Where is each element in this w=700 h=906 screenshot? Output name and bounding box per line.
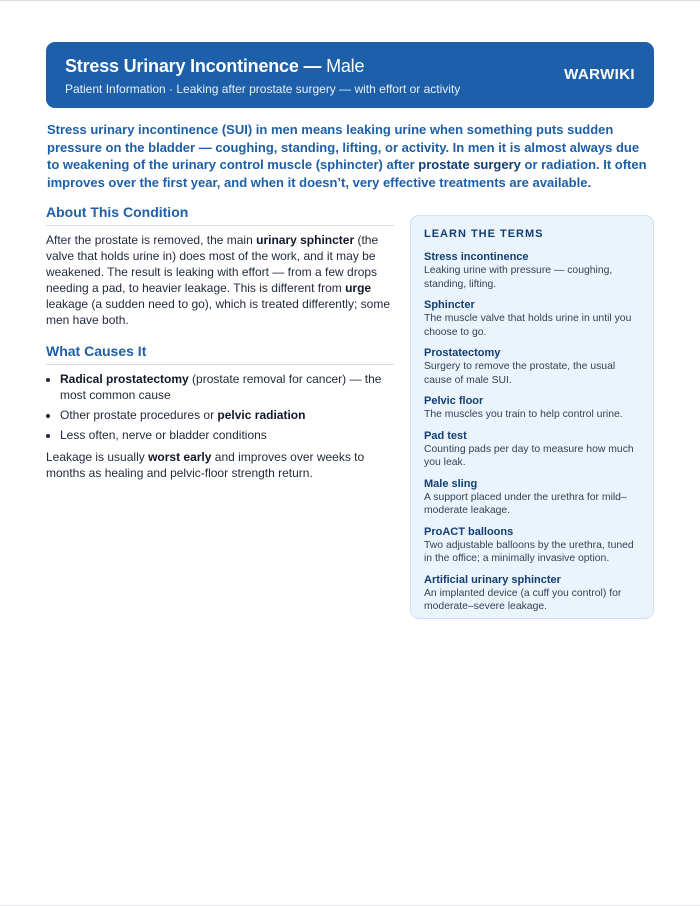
- intro-summary: [47, 121, 653, 191]
- about-text-1: After the prostate is removed, the main: [46, 233, 257, 247]
- term-definition: The muscle valve that holds urine in until you choose to go.: [424, 313, 632, 338]
- page-header: [46, 42, 654, 108]
- cause-bold: Radical prostatectomy: [60, 372, 189, 386]
- term-definition: An implanted device (a cuff you control) for moderate–severe leakage.: [424, 587, 622, 612]
- causes-list: [46, 371, 394, 443]
- glossary-item: [424, 477, 641, 518]
- term-definition: A support placed under the urethra for mild–moderate leakage.: [424, 491, 627, 516]
- section-title-causes: What Causes It: [46, 343, 394, 365]
- list-item: [60, 427, 394, 443]
- about-bold-2: urge: [345, 281, 372, 295]
- section-title-about: About This Condition: [46, 204, 394, 226]
- title-gender: Male: [321, 56, 365, 76]
- about-text-2: (the valve that holds urine in) does most of the work, and it may be weakened. The result is leaking with effort — from a few drops needing a pad, to heavier leakage. This is different from: [46, 233, 379, 295]
- title-main: Stress Urinary Incontinence —: [65, 56, 322, 76]
- main-content: [46, 204, 394, 481]
- glossary-item: [424, 346, 641, 387]
- term-name: Stress incontinence: [424, 251, 529, 263]
- about-paragraph: [46, 232, 394, 328]
- brand-logo: WARWIKI: [564, 66, 635, 83]
- about-text-3: leakage (a sudden need to go), which is treated differently; some men have both.: [46, 297, 390, 327]
- term-definition: Counting pads per day to measure how much you leak.: [424, 443, 634, 468]
- glossary-item: [424, 298, 641, 339]
- term-definition: The muscles you train to help control urine.: [424, 409, 623, 420]
- note-bold: worst early: [148, 450, 212, 464]
- term-definition: Two adjustable balloons by the urethra, tuned in the office; a minimally invasive option.: [424, 539, 634, 564]
- top-divider: [0, 0, 700, 1]
- intro-text-1: Stress urinary incontinence (SUI) in men means leaking urine when something puts sudden pressure on the bladder — coughing, standing, lifting, or activity. In men it is almost always due to weakening of the urinary control muscle (sphincter) after: [47, 122, 640, 172]
- glossary-item: [424, 525, 641, 566]
- glossary-panel: [410, 215, 654, 619]
- note-text-2: and improves over weeks to months as healing and pelvic-floor strength return.: [46, 450, 365, 480]
- intro-emphasis: prostate surgery: [418, 157, 521, 172]
- causes-note: [46, 449, 394, 481]
- list-item: [60, 371, 394, 403]
- cause-bold: pelvic radiation: [217, 408, 306, 422]
- term-definition: Surgery to remove the prostate, the usual cause of male SUI.: [424, 361, 616, 386]
- cause-text: Other prostate procedures or: [60, 408, 218, 422]
- glossary-item: [424, 573, 641, 614]
- intro-text-2: or radiation. It often improves over the first year, and when it doesn’t, very effective treatments are available.: [47, 157, 647, 190]
- page-subtitle: Patient Information · Leaking after prostate surgery — with effort or activity: [65, 82, 461, 96]
- term-name: Male sling: [424, 477, 478, 490]
- about-bold-1: urinary sphincter: [256, 233, 355, 247]
- glossary-item: [424, 394, 641, 422]
- glossary-item: [424, 250, 641, 291]
- glossary-item: [424, 429, 641, 470]
- term-name: Sphincter: [424, 299, 475, 311]
- term-name: Pad test: [424, 429, 467, 442]
- term-definition: Leaking urine with pressure — coughing, standing, lifting.: [424, 265, 613, 290]
- page-title: [65, 55, 636, 77]
- note-text-1: Leakage is usually: [46, 450, 149, 464]
- term-name: Pelvic floor: [424, 395, 484, 407]
- glossary-title: LEARN THE TERMS: [424, 228, 544, 240]
- cause-text: Less often, nerve or bladder conditions: [60, 428, 267, 442]
- term-name: ProACT balloons: [424, 525, 514, 538]
- cause-text: (prostate removal for cancer) — the most common cause: [60, 372, 382, 402]
- term-name: Artificial urinary sphincter: [424, 573, 561, 586]
- term-name: Prostatectomy: [424, 347, 501, 359]
- list-item: [60, 407, 394, 423]
